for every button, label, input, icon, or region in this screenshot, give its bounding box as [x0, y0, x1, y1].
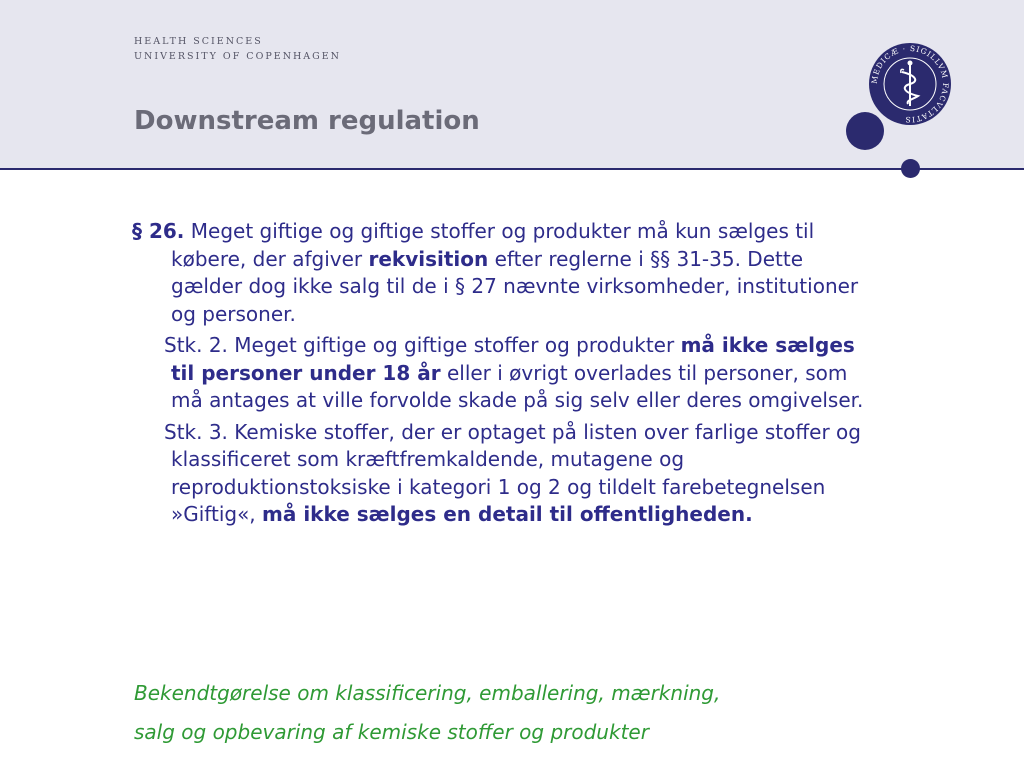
caduceus-seal-icon	[868, 42, 952, 126]
stk-2-text-2: eller i øvrigt overlades til personer, som må antages at ville forvolde skade på sig selv eller deres omgivelser.	[171, 360, 864, 412]
section-26-text-1: Meget giftige og giftige stoffer og produkter må kun sælges til købere, der afgiver	[171, 219, 815, 271]
decorative-dot-small	[901, 159, 920, 178]
source-citation-line-2: salg og opbevaring af kemiske stoffer og produkter	[134, 720, 649, 744]
slide-title: Downstream regulation	[134, 106, 480, 136]
paragraph-stk-2	[132, 332, 872, 415]
paragraph-section-26	[132, 218, 872, 328]
stk-2-emphasis: må ikke sælges til personer under 18 år	[171, 333, 855, 385]
stk-2-text-1: Stk. 2. Meget giftige og giftige stoffer og produkter	[164, 333, 681, 357]
university-name: UNIVERSITY OF COPENHAGEN	[134, 51, 341, 62]
seal-lettering: MEDICÆ · SIGILLVM FACVLTATIS	[869, 43, 951, 125]
section-number: § 26.	[132, 219, 185, 243]
section-26-emphasis: rekvisition	[368, 246, 489, 271]
stk-3-emphasis: må ikke sælges en detail til offentligheden.	[262, 502, 753, 526]
decorative-dot-large	[846, 112, 884, 150]
paragraph-stk-3	[132, 419, 872, 529]
section-26-text-2: efter reglerne i §§ 31-35. Dette gælder dog ikke salg til de i § 27 nævnte virksomheder, institutioner og personer.	[171, 246, 859, 326]
source-citation-line-1: Bekendtgørelse om klassificering, emballering, mærkning,	[134, 681, 721, 705]
stk-3-text-1: Stk. 3. Kemiske stoffer, der er optaget på listen over farlige stoffer og klassificeret som kræftfremkaldende, mutagene og reproduktionstoksiske i kategori 1 og 2 og tildelt farebetegnelsen »Giftig«,	[164, 419, 861, 526]
header-divider	[0, 168, 1024, 170]
institution-name: HEALTH SCIENCES	[134, 36, 263, 47]
regulation-text	[132, 218, 872, 533]
